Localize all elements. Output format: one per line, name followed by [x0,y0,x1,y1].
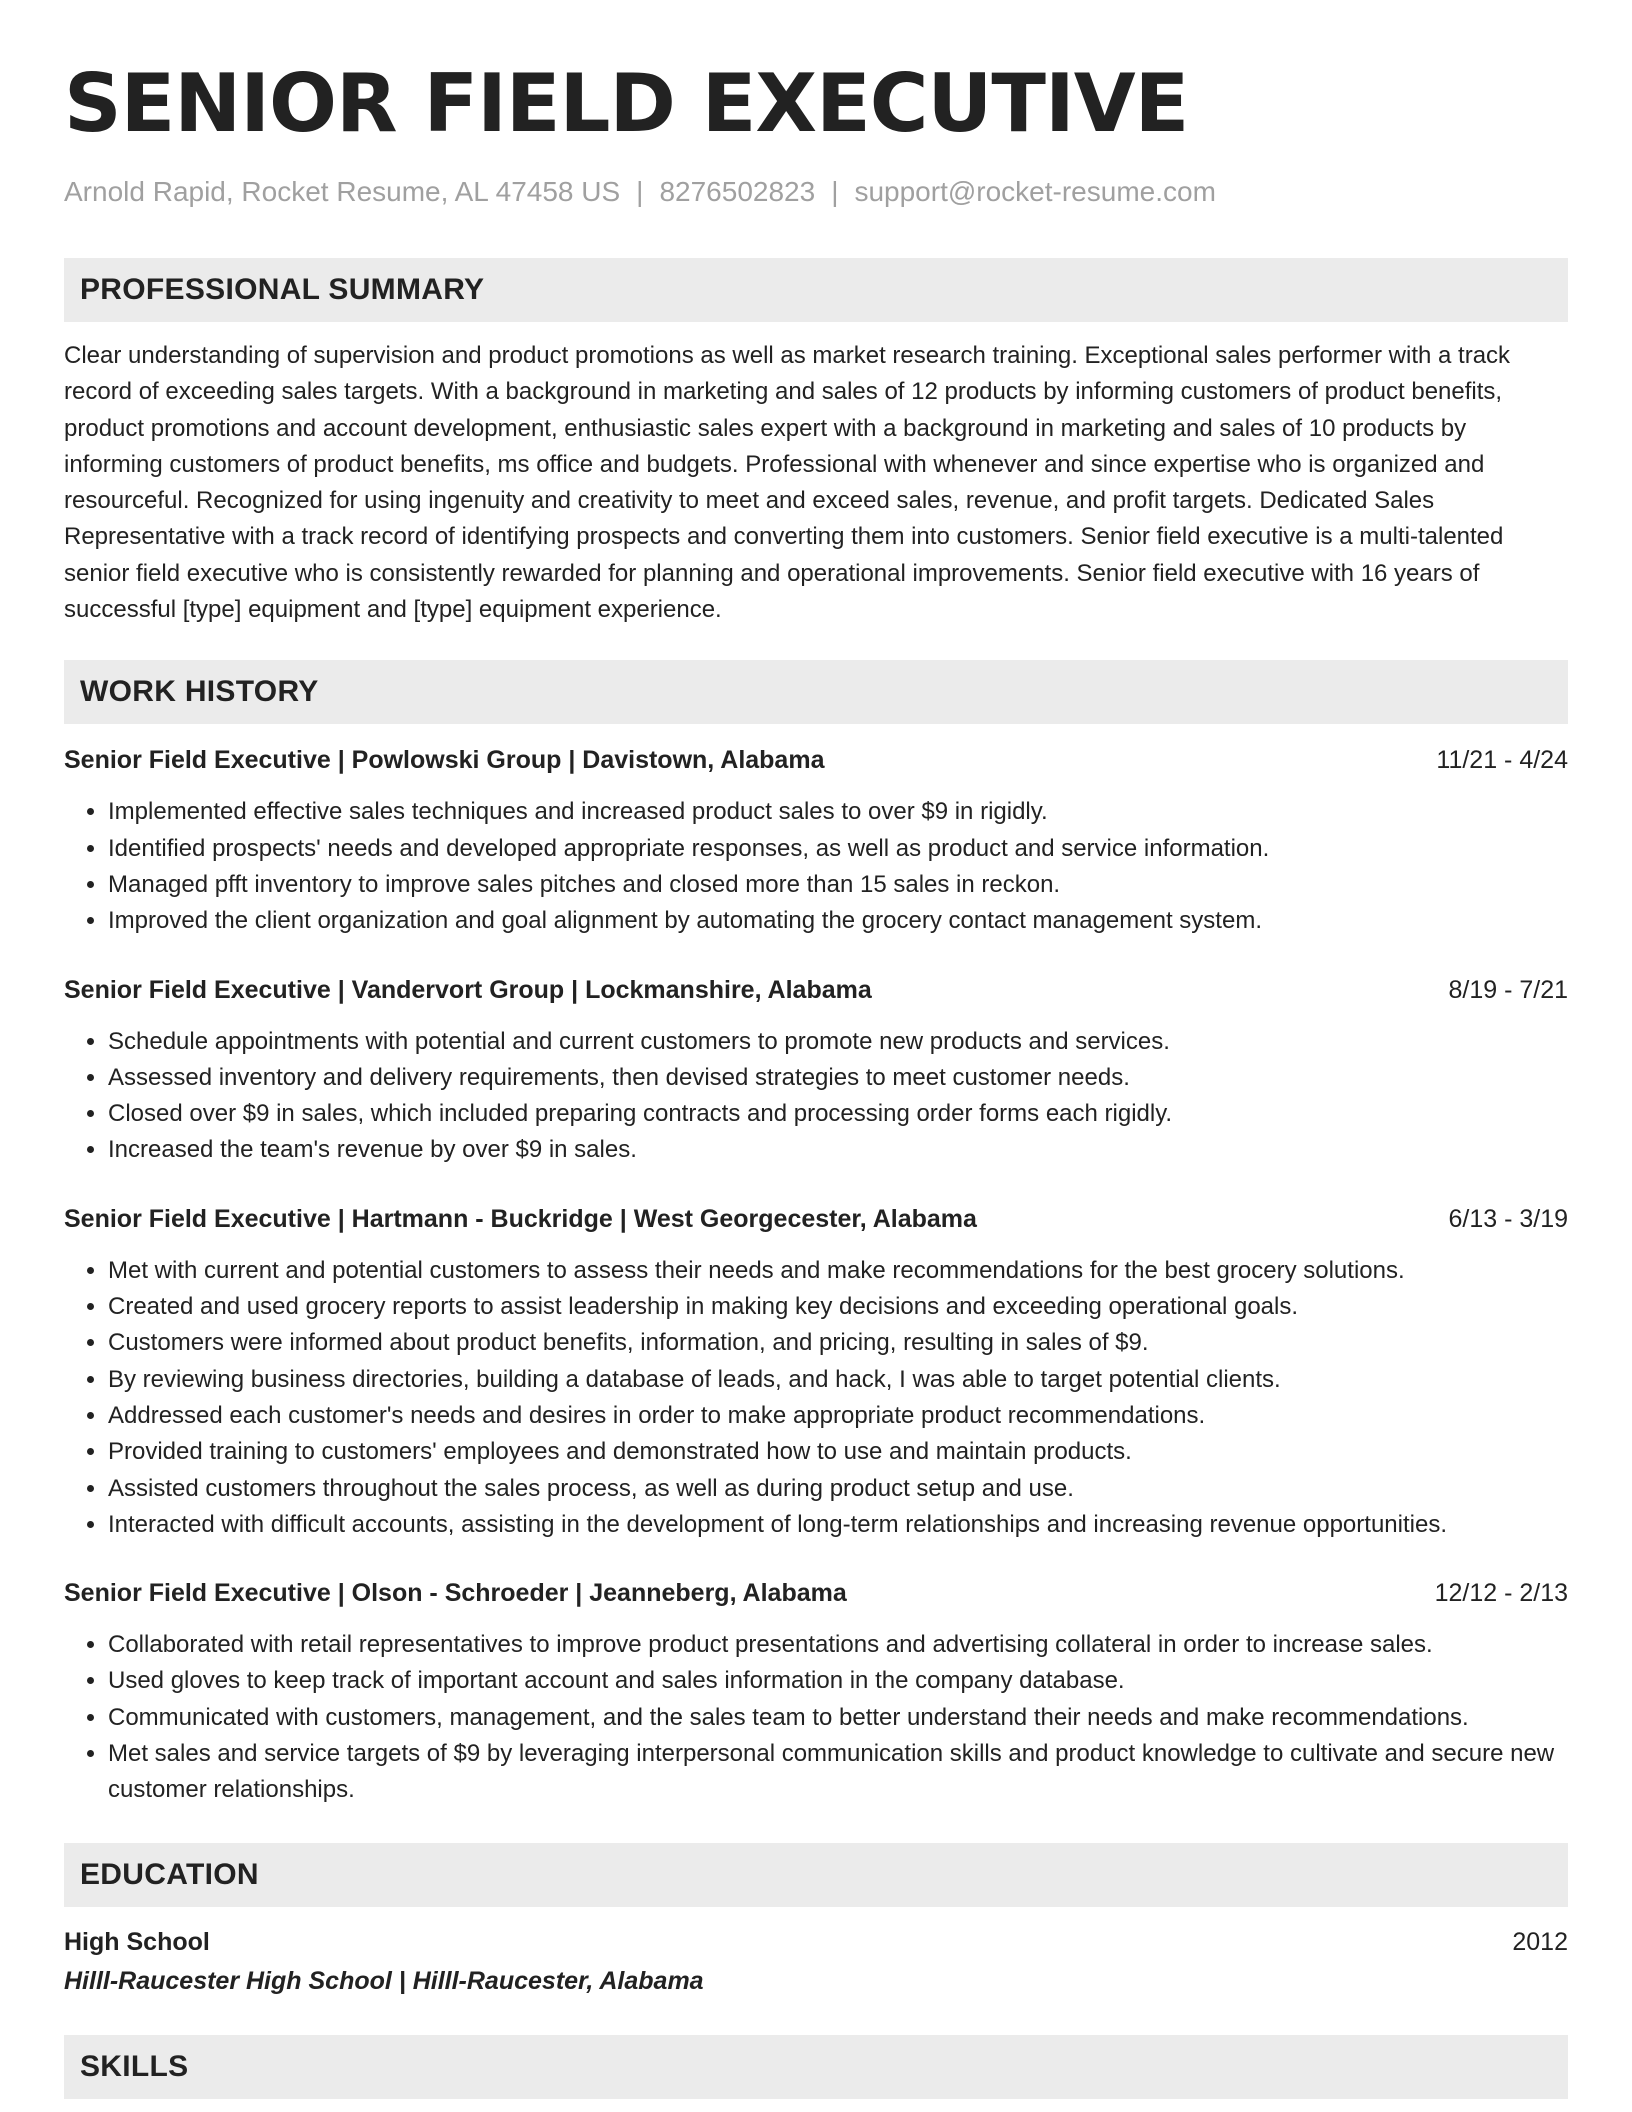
job-bullet: • Customers were informed about product benefits, information, and pricing, resulting in sales of $9. [108,1325,1568,1361]
section-heading-work-history: WORK HISTORY [64,660,1568,724]
education-degree: High School [64,1927,210,1956]
job-entry [64,1575,1568,1808]
job-entry [64,972,1568,1169]
section-heading-summary: PROFESSIONAL SUMMARY [64,258,1568,322]
job-bullet: • Assisted customers throughout the sales process, as well as during product setup and use. [108,1471,1568,1507]
education-school: Hilll-Raucester High School | Hilll-Raucester, Alabama [64,1966,704,1995]
job-dates: 12/12 - 2/13 [1434,1579,1568,1608]
job-bullets [64,1024,1568,1169]
job-header [64,1201,1568,1237]
job-dates: 8/19 - 7/21 [1448,975,1568,1004]
job-entry [64,1201,1568,1543]
job-bullet: • Closed over $9 in sales, which included preparing contracts and processing order forms each rigidly. [108,1096,1568,1132]
job-bullet: • Increased the team's revenue by over $9 in sales. [108,1132,1568,1168]
job-bullet: • Schedule appointments with potential and current customers to promote new products and services. [108,1024,1568,1060]
job-bullet: • Improved the client organization and goal alignment by automating the grocery contact management system. [108,903,1568,939]
education-entry [64,1923,1568,2001]
job-bullet: • Assessed inventory and delivery requirements, then devised strategies to meet customer needs. [108,1060,1568,1096]
job-bullet: • Created and used grocery reports to assist leadership in making key decisions and exceeding operational goals. [108,1289,1568,1325]
job-header [64,742,1568,778]
job-entry [64,742,1568,939]
job-header [64,972,1568,1008]
job-bullet: • Provided training to customers' employees and demonstrated how to use and maintain products. [108,1434,1568,1470]
section-heading-skills: SKILLS [64,2035,1568,2099]
job-bullet: • Collaborated with retail representatives to improve product presentations and advertising collateral in order to increase sales. [108,1627,1568,1663]
job-bullets [64,1627,1568,1808]
job-bullet: • Addressed each customer's needs and desires in order to make appropriate product recommendations. [108,1398,1568,1434]
job-title: Senior Field Executive | Hartmann - Buckridge | West Georgecester, Alabama [64,1204,977,1233]
education-header [64,1923,1568,1961]
job-bullet: • By reviewing business directories, building a database of leads, and hack, I was able to target potential clients. [108,1362,1568,1398]
contact-separator: | [636,176,644,207]
job-dates: 11/21 - 4/24 [1436,746,1568,775]
job-bullet: • Communicated with customers, management, and the sales team to better understand their needs and make recommendations. [108,1700,1568,1736]
job-bullet: • Met with current and potential customers to assess their needs and make recommendations for the best grocery solutions. [108,1253,1568,1289]
job-bullets [64,794,1568,939]
job-bullet: • Interacted with difficult accounts, assisting in the development of long-term relationships and increasing revenue opportunities. [108,1507,1568,1543]
contact-separator: | [831,176,839,207]
job-bullet: • Implemented effective sales techniques and increased product sales to over $9 in rigidly. [108,794,1568,830]
job-bullet: • Met sales and service targets of $9 by leveraging interpersonal communication skills and product knowledge to cultivate and secure new customer relationships. [108,1736,1568,1809]
job-bullet: • Managed pfft inventory to improve sales pitches and closed more than 15 sales in reckon. [108,867,1568,903]
resume-title: SENIOR FIELD EXECUTIVE [64,57,1189,150]
contact-line [64,174,1568,210]
job-bullet: • Identified prospects' needs and developed appropriate responses, as well as product and service information. [108,831,1568,867]
job-bullet: • Used gloves to keep track of important account and sales information in the company database. [108,1663,1568,1699]
job-title: Senior Field Executive | Olson - Schroeder | Jeanneberg, Alabama [64,1579,847,1608]
section-heading-education: EDUCATION [64,1843,1568,1907]
job-list [64,742,1568,1808]
job-dates: 6/13 - 3/19 [1448,1204,1568,1233]
job-title: Senior Field Executive | Powlowski Group | Davistown, Alabama [64,746,825,775]
job-header [64,1575,1568,1611]
contact-address: Arnold Rapid, Rocket Resume, AL 47458 US [64,176,621,207]
job-bullets [64,1253,1568,1543]
contact-phone: 8276502823 [659,176,816,207]
job-title: Senior Field Executive | Vandervort Group | Lockmanshire, Alabama [64,975,872,1004]
education-year: 2012 [1512,1927,1568,1956]
contact-email[interactable]: support@rocket-resume.com [854,176,1216,207]
summary-text: Clear understanding of supervision and product promotions as well as market research training. Exceptional sales performer with a track record of exceeding sales targets. With a background in marketing and sales of 12 products by informing customers of product benefits, product promotions and account development, enthusiastic sales expert with a background in marketing and sales of 10 products by informing customers of product benefits, ms office and budgets. Professional with whenever and since expertise who is organized and resourceful. Recognized for using ingenuity and creativity to meet and exceed sales, revenue, and profit targets. Dedicated Sales Representative with a track record of identifying prospects and converting them into customers. Senior field executive is a multi-talented senior field executive who is consistently rewarded for planning and operational improvements. Senior field executive with 16 years of successful [type] equipment and [type] equipment experience. [64,342,1511,624]
